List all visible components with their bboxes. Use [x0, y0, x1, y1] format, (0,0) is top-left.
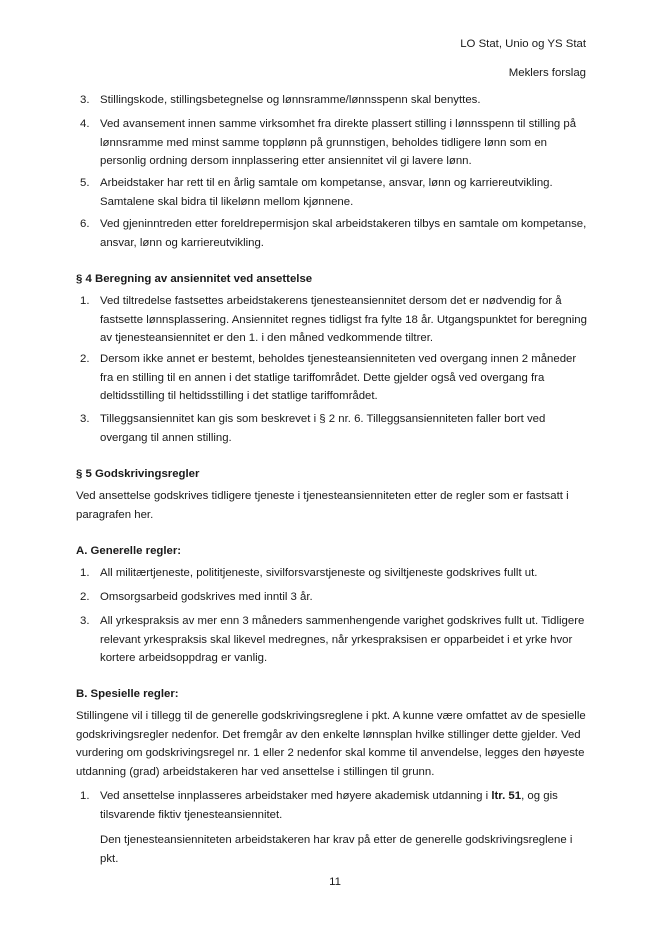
- list-number: 1.: [80, 295, 90, 307]
- header-proposal: Meklers forslag: [508, 67, 586, 79]
- list-item: [80, 174, 590, 211]
- list-item: [80, 215, 590, 252]
- list-item: [80, 292, 590, 348]
- list-item: [80, 564, 590, 583]
- list-text: Dersom ikke annet er bestemt, beholdes tjenesteansienniteten ved overgang innen 2 måneder fra en stilling til en annen i det statlige tariffområdet. Dette gjelder også ved overgang fra deltidsstilling til heltidsstilling i det statlige tariffområdet.: [100, 353, 577, 403]
- list-item: [80, 410, 590, 447]
- paragraph: Stillingene vil i tillegg til de generelle godskrivingsreglene i pkt. A kunne være omfattet av de spesielle godskrivingsregler nedenfor. Det fremgår av den enkelte lønnsplan hvilke stillinger dette gjelder. Ved vurdering om godskrivingsregel nr. 1 eller 2 nedenfor skal komme til anvendelse, legges den høyeste utdanning (grad) arbeidstakeren har ved ansettelse i stillingen til grunn.: [76, 710, 586, 778]
- list-number: 2.: [80, 591, 90, 603]
- list-item: [80, 350, 590, 406]
- list-item: [80, 612, 590, 668]
- list-text: Arbeidstaker har rett til en årlig samtale om kompetanse, ansvar, lønn og karriereutvikling. Samtalene skal bidra til likelønn mellom kjønnene.: [100, 177, 553, 208]
- list-text: Stillingskode, stillingsbetegnelse og lønnsramme/lønnsspenn skal benyttes.: [100, 94, 481, 106]
- list-number: 5.: [80, 177, 90, 189]
- list-text: Tilleggsansiennitet kan gis som beskrevet i § 2 nr. 6. Tilleggsansienniteten faller bort ved overgang til annen stilling.: [100, 413, 546, 444]
- list-item: [80, 91, 590, 110]
- list-number: 2.: [80, 353, 90, 365]
- list-item: [80, 115, 590, 171]
- subsection-heading: A. Generelle regler:: [76, 545, 182, 557]
- list-text: All militærtjeneste, polititjeneste, sivilforsvarstjeneste og siviltjeneste godskrives fullt ut.: [100, 567, 538, 579]
- section-heading: § 5 Godskrivingsregler: [76, 468, 200, 480]
- list-number: 6.: [80, 218, 90, 230]
- list-number: 3.: [80, 615, 90, 627]
- list-number: 4.: [80, 118, 90, 130]
- list-continuation: [80, 831, 590, 868]
- list-text-end: , og gis tilsvarende fiktiv tjenesteansiennitet.: [100, 790, 558, 821]
- list-text-start: Ved ansettelse innplasseres arbeidstaker med høyere akademisk utdanning i: [100, 790, 492, 802]
- paragraph: Ved ansettelse godskrives tidligere tjeneste i tjenesteansienniteten etter de regler som er fastsatt i paragrafen her.: [76, 490, 569, 521]
- list-text: Omsorgsarbeid godskrives med inntil 3 år.: [100, 591, 313, 603]
- list-item: [80, 588, 590, 607]
- section-heading: § 4 Beregning av ansiennitet ved ansettelse: [76, 273, 313, 285]
- salary-grade-ref: ltr. 51: [491, 790, 522, 802]
- list-text: Ved avansement innen samme virksomhet fra direkte plassert stilling i lønnsspenn til stilling på lønnsramme med minst samme topplønn på grunnstigen, beholdes tidligere lønn som en personlig ordning dersom innplassering etter ansiennitet vil gi lavere lønn.: [100, 118, 577, 168]
- list-text: Ved gjeninntreden etter foreldrepermisjon skal arbeidstakeren tilbys en samtale om kompetanse, ansvar, lønn og karriereutvikling.: [100, 218, 587, 249]
- list-number: 3.: [80, 94, 90, 106]
- list-number: 3.: [80, 413, 90, 425]
- header-parties: LO Stat, Unio og YS Stat: [460, 38, 586, 50]
- list-number: 1.: [80, 790, 90, 802]
- list-number: 1.: [80, 567, 90, 579]
- list-text: Ved tiltredelse fastsettes arbeidstakerens tjenesteansiennitet dersom det er nødvendig for å fastsette lønnsplassering. Ansiennitet regnes tidligst fra fylte 18 år. Utgangspunktet for beregning av tjenesteansiennitet er den 1. i den måned vedkommende tiltrer.: [100, 295, 587, 345]
- list-text: [100, 787, 590, 824]
- list-text: Den tjenesteansienniteten arbeidstakeren har krav på etter de generelle godskrivingsreglene i pkt.: [100, 834, 573, 865]
- subsection-heading: B. Spesielle regler:: [76, 688, 179, 700]
- page-number: 11: [329, 876, 341, 888]
- list-text: All yrkespraksis av mer enn 3 måneders sammenhengende varighet godskrives fullt ut. Tidligere relevant yrkespraksis skal likevel medregnes, når yrkespraksisen er opparbeidet i et yrke hvor kortere arbeidsoppdrag er vanlig.: [100, 615, 585, 665]
- list-item: [80, 787, 590, 824]
